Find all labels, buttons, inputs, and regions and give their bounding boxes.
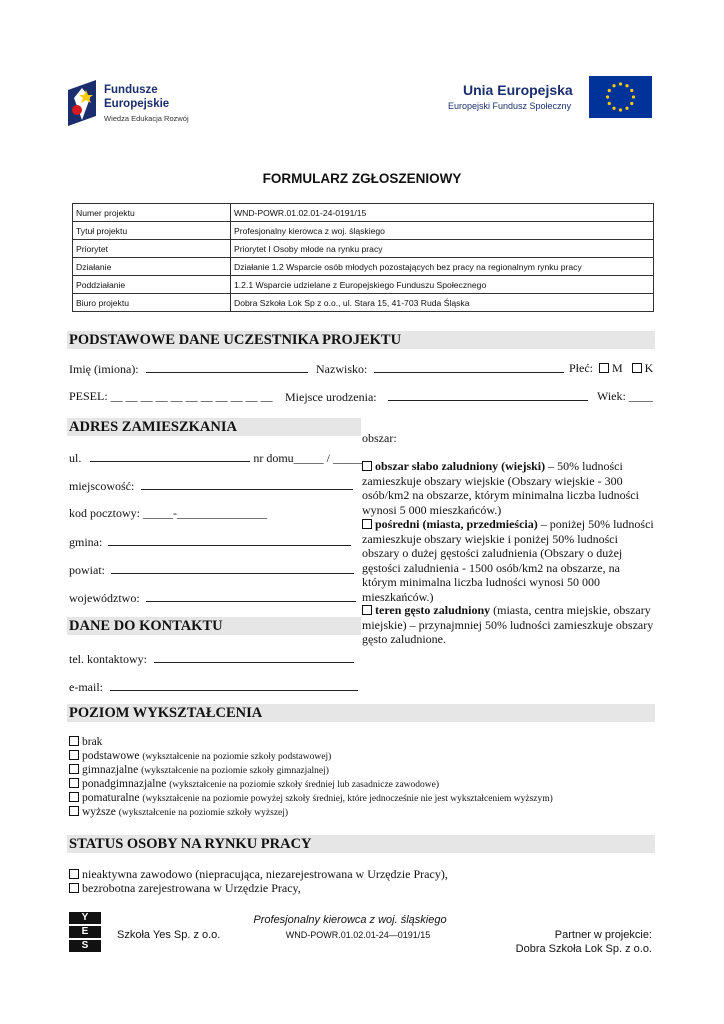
eu-star-icon bbox=[612, 107, 615, 110]
info-label: Tytuł projektu bbox=[73, 222, 231, 240]
gender-k-label: K bbox=[644, 361, 654, 375]
eu-star-icon bbox=[630, 89, 633, 92]
education-option[interactable] bbox=[69, 736, 102, 748]
phone-label: tel. kontaktowy: bbox=[69, 652, 147, 666]
county-field[interactable] bbox=[69, 562, 354, 578]
education-label: gimnazjalne bbox=[82, 764, 139, 776]
education-checkbox[interactable] bbox=[69, 778, 79, 788]
eu-star-icon bbox=[625, 84, 628, 87]
area-intermediate-text: – poniżej 50% ludności zamieszkuje obszary wiejskie i poniżej 50% ludności obszary o dużej gęstości zaludnienia (Obszary o dużej gęstości zaludnienia - 1500 osób/km2 na obszarze, na którym minimalna liczba ludności wynosi 50 000 mieszkańców.) bbox=[362, 517, 654, 604]
eu-star-icon bbox=[632, 95, 635, 98]
birthplace-label: Miejsce urodzenia: bbox=[285, 390, 377, 404]
last-name-label: Nazwisko: bbox=[316, 362, 368, 376]
email-field[interactable] bbox=[69, 679, 358, 695]
yes-logo-letter: E bbox=[69, 926, 101, 938]
fundusze-europejskie-logo bbox=[68, 78, 208, 128]
footer-project-number: WND-POWR.01.02.01-24—0191/15 bbox=[285, 930, 431, 940]
municipality-line[interactable] bbox=[108, 534, 351, 546]
house-number-label[interactable]: nr domu_____ / _____ bbox=[253, 451, 364, 465]
eu-star-icon bbox=[606, 95, 609, 98]
education-checkbox[interactable] bbox=[69, 792, 79, 802]
area-rural-text: – 50% ludności zamieszkuje obszary wiejskie (Obszary wiejskie - 300 osób/km2 na obszarze, którym minimalna liczba ludności wynosi 5 000 mieszkańców.) bbox=[362, 459, 639, 517]
area-urban-checkbox[interactable] bbox=[362, 605, 372, 615]
section-education-title: POZIOM WYKSZTAŁCENIA bbox=[67, 704, 655, 722]
footer-partner-name: Dobra Szkoła Lok Sp. z o.o. bbox=[515, 943, 652, 955]
eu-logo-title: Unia Europejska bbox=[463, 82, 573, 98]
info-label: Numer projektu bbox=[73, 204, 231, 222]
fe-logo-line2: Europejskie bbox=[104, 98, 170, 110]
table-row bbox=[73, 204, 654, 222]
gender-field bbox=[569, 361, 653, 376]
postal-code-field[interactable]: kod pocztowy: _____-_______________ bbox=[69, 506, 267, 520]
education-option[interactable] bbox=[69, 750, 331, 762]
birthplace-line[interactable] bbox=[388, 389, 588, 401]
eu-star-icon bbox=[625, 107, 628, 110]
info-value: WND-POWR.01.02.01-24-0191/15 bbox=[231, 204, 654, 222]
area-intermediate-option[interactable] bbox=[362, 517, 656, 605]
area-urban-text: (miasta, centra miejskie, obszary miejskie) – przynajmniej 50% ludności zamieszkuje obszary gęsto zaludnione. bbox=[362, 603, 654, 647]
first-name-field[interactable] bbox=[69, 361, 308, 377]
area-intermediate-bold: pośredni (miasta, przedmieścia) bbox=[375, 517, 538, 531]
status-label: bezrobotna zarejestrowana w Urzędzie Pracy, bbox=[82, 881, 301, 895]
phone-line[interactable] bbox=[154, 651, 354, 663]
info-label: Biuro projektu bbox=[73, 294, 231, 312]
table-row bbox=[73, 258, 654, 276]
education-label: pomaturalne bbox=[82, 792, 140, 804]
county-line[interactable] bbox=[111, 562, 354, 574]
info-value: 1.2.1 Wsparcie udzielane z Europejskiego Funduszu Społecznego bbox=[231, 276, 654, 294]
city-label: miejscowość: bbox=[69, 479, 135, 493]
education-checkbox[interactable] bbox=[69, 736, 79, 746]
birthplace-field[interactable] bbox=[285, 389, 588, 405]
county-label: powiat: bbox=[69, 563, 105, 577]
fe-star-flag-icon bbox=[68, 80, 98, 126]
phone-field[interactable] bbox=[69, 651, 354, 667]
eu-flag-icon bbox=[589, 76, 652, 118]
footer-company: Szkoła Yes Sp. z o.o. bbox=[117, 929, 221, 941]
fe-logo-line3: Wiedza Edukacja Rozwój bbox=[104, 114, 189, 123]
eu-star-icon bbox=[608, 89, 611, 92]
education-note: (wykształcenie na poziomie szkoły gimnazjalnej) bbox=[141, 766, 329, 776]
info-value: Profesjonalny kierowca z woj. śląskiego bbox=[231, 222, 654, 240]
yes-logo-letter: Y bbox=[69, 912, 101, 924]
education-checkbox[interactable] bbox=[69, 806, 79, 816]
eu-logo-subtitle: Europejski Fundusz Społeczny bbox=[448, 101, 572, 111]
eu-star-icon bbox=[630, 102, 633, 105]
last-name-line[interactable] bbox=[374, 361, 564, 373]
form-title: FORMULARZ ZGŁOSZENIOWY bbox=[262, 171, 462, 186]
info-label: Priorytet bbox=[73, 240, 231, 258]
gender-m-checkbox[interactable] bbox=[599, 363, 609, 373]
street-label: ul. bbox=[69, 451, 82, 465]
info-label: Działanie bbox=[73, 258, 231, 276]
street-line[interactable] bbox=[90, 450, 250, 462]
table-row bbox=[73, 276, 654, 294]
email-line[interactable] bbox=[110, 679, 358, 691]
gender-m-label: M bbox=[612, 361, 623, 375]
section-contact-title: DANE DO KONTAKTU bbox=[67, 617, 361, 635]
last-name-field[interactable] bbox=[316, 361, 564, 377]
status-option[interactable] bbox=[69, 881, 301, 896]
info-value: Dobra Szkoła Lok Sp z o.o., ul. Stara 15, 41-703 Ruda Śląska bbox=[231, 294, 654, 312]
yes-logo bbox=[69, 912, 101, 952]
city-field[interactable] bbox=[69, 478, 353, 494]
voivodeship-label: województwo: bbox=[69, 591, 140, 605]
footer-project-title: Profesjonalny kierowca z woj. śląskiego bbox=[253, 914, 447, 926]
area-rural-option[interactable] bbox=[362, 459, 656, 517]
eu-star-icon bbox=[619, 108, 622, 111]
education-note: (wykształcenie na poziomie powyżej szkoły średniej, które jednocześnie nie jest wykształceniem wyższym) bbox=[142, 794, 553, 804]
fe-logo-line1: Fundusze bbox=[104, 84, 158, 96]
education-note: (wykształcenie na poziomie szkoły średniej lub zasadnicze zawodowe) bbox=[169, 780, 440, 790]
area-rural-bold: obszar słabo zaludniony (wiejski) bbox=[375, 459, 546, 473]
education-checkbox[interactable] bbox=[69, 764, 79, 774]
status-checkbox[interactable] bbox=[69, 883, 79, 893]
table-row bbox=[73, 240, 654, 258]
info-label: Poddziałanie bbox=[73, 276, 231, 294]
eu-star-icon bbox=[608, 102, 611, 105]
education-label: wyższe bbox=[82, 806, 116, 818]
education-note: (wykształcenie na poziomie szkoły wyższej) bbox=[118, 808, 289, 818]
education-option[interactable] bbox=[69, 778, 439, 790]
municipality-field[interactable] bbox=[69, 534, 351, 550]
education-checkbox[interactable] bbox=[69, 750, 79, 760]
voivodeship-line[interactable] bbox=[146, 590, 356, 602]
eu-star-icon bbox=[612, 84, 615, 87]
first-name-line[interactable] bbox=[146, 361, 308, 373]
section-basic-title: PODSTAWOWE DANE UCZESTNIKA PROJEKTU bbox=[67, 331, 655, 349]
area-label: obszar: bbox=[362, 431, 397, 445]
table-row bbox=[73, 222, 654, 240]
street-field[interactable] bbox=[69, 450, 363, 466]
eu-star-icon bbox=[619, 82, 622, 85]
city-line[interactable] bbox=[141, 478, 353, 490]
area-urban-bold: teren gęsto zaludniony bbox=[375, 603, 491, 617]
section-status-title: STATUS OSOBY NA RYNKU PRACY bbox=[67, 835, 655, 853]
education-note: (wykształcenie na poziomie szkoły podstawowej) bbox=[142, 752, 332, 762]
table-row bbox=[73, 294, 654, 312]
project-info-table bbox=[72, 203, 654, 312]
info-value: Priorytet I Osoby młode na rynku pracy bbox=[231, 240, 654, 258]
gender-label: Płeć: bbox=[569, 361, 593, 375]
area-intermediate-checkbox[interactable] bbox=[362, 519, 372, 529]
status-option[interactable] bbox=[69, 867, 448, 882]
education-label: podstawowe bbox=[82, 750, 140, 762]
education-option[interactable] bbox=[69, 764, 329, 776]
area-urban-option[interactable] bbox=[362, 603, 656, 647]
first-name-label: Imię (imiona): bbox=[69, 362, 139, 376]
education-label: ponadgimnazjalne bbox=[82, 778, 167, 790]
status-checkbox[interactable] bbox=[69, 869, 79, 879]
status-label: nieaktywna zawodowo (niepracująca, niezarejestrowana w Urzędzie Pracy), bbox=[82, 867, 448, 881]
age-field[interactable]: Wiek: ____ bbox=[597, 389, 653, 403]
section-address-title: ADRES ZAMIESZKANIA bbox=[67, 418, 361, 436]
email-label: e-mail: bbox=[69, 680, 103, 694]
education-option[interactable] bbox=[69, 806, 288, 818]
footer-partner-label: Partner w projekcie: bbox=[554, 929, 652, 941]
yes-logo-letter: S bbox=[69, 940, 101, 952]
municipality-label: gmina: bbox=[69, 535, 103, 549]
gender-k-checkbox[interactable] bbox=[632, 363, 642, 373]
pesel-field[interactable]: PESEL: __ __ __ __ __ __ __ __ __ __ __ bbox=[69, 389, 273, 403]
education-option[interactable] bbox=[69, 792, 553, 804]
voivodeship-field[interactable] bbox=[69, 590, 356, 606]
education-label: brak bbox=[82, 736, 103, 748]
area-rural-checkbox[interactable] bbox=[362, 461, 372, 471]
info-value: Działanie 1.2 Wsparcie osób młodych pozostających bez pracy na regionalnym rynku pracy bbox=[231, 258, 654, 276]
